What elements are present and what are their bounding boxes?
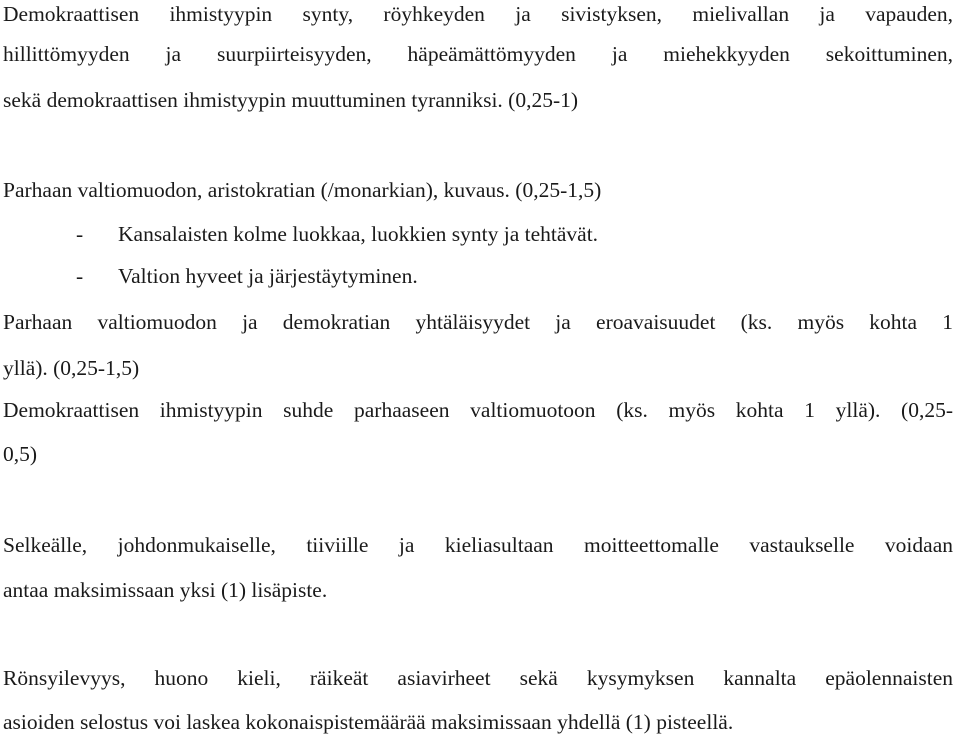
text-line: asioiden selostus voi laskea kokonaispistemäärää maksimissaan yhdellä (1) pisteellä. <box>3 710 734 734</box>
text-line: yllä). (0,25-1,5) <box>3 356 140 380</box>
bullet-text: Kansalaisten kolme luokkaa, luokkien synty ja tehtävät. <box>118 222 599 246</box>
text-line: Selkeälle, johdonmukaiselle, tiiviille ja kieliasultaan moitteettomalle vastaukselle voidaan <box>3 533 953 557</box>
text-line: 0,5) <box>3 442 38 466</box>
text-line: Rönsyilevyys, huono kieli, räikeät asiavirheet sekä kysymyksen kannalta epäolennaisten <box>3 666 953 690</box>
text-line: antaa maksimissaan yksi (1) lisäpiste. <box>3 578 328 602</box>
text-line: hillittömyyden ja suurpiirteisyyden, häpeämättömyyden ja miehekkyyden sekoittuminen, <box>3 42 953 66</box>
bullet-text: Valtion hyveet ja järjestäytyminen. <box>118 264 418 288</box>
bullet-dash: - <box>76 222 84 246</box>
text-line: Parhaan valtiomuodon, aristokratian (/monarkian), kuvaus. (0,25-1,5) <box>3 178 602 202</box>
bullet-dash: - <box>76 264 84 288</box>
text-line: Demokraattisen ihmistyypin synty, röyhkeyden ja sivistyksen, mielivallan ja vapauden, <box>3 2 953 26</box>
text-line: Parhaan valtiomuodon ja demokratian yhtäläisyydet ja eroavaisuudet (ks. myös kohta 1 <box>3 310 953 334</box>
bullet-item <box>0 262 950 290</box>
bullet-item <box>0 220 950 248</box>
text-line: Demokraattisen ihmistyypin suhde parhaaseen valtiomuotoon (ks. myös kohta 1 yllä). (0,25- <box>3 398 953 422</box>
text-line: sekä demokraattisen ihmistyypin muuttuminen tyranniksi. (0,25-1) <box>3 88 579 112</box>
